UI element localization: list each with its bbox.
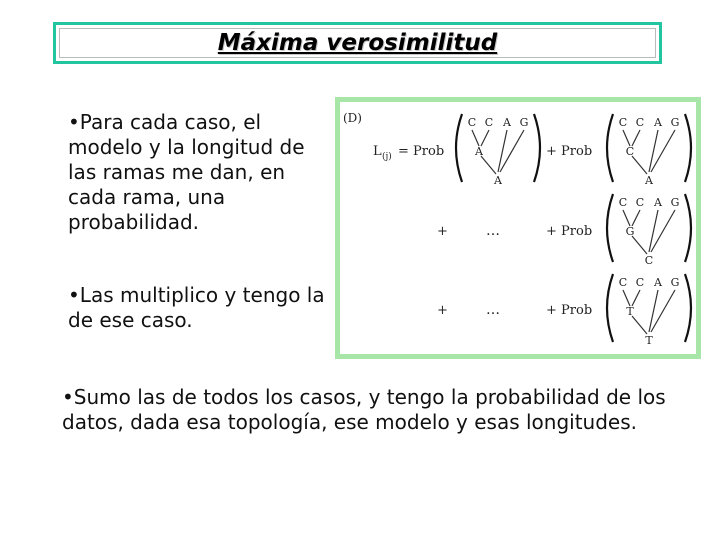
tree-4-leaf-1: C — [618, 276, 628, 289]
left-paren-3 — [607, 194, 613, 262]
likelihood-diagram — [340, 102, 696, 354]
tree-4-branch-5 — [651, 290, 675, 332]
equals-prob-label: = Prob — [398, 144, 445, 159]
tree-1-internal-node: A — [475, 145, 483, 158]
tree-2-root-node: A — [645, 174, 653, 187]
tree-1-leaf-3: A — [503, 116, 511, 129]
tree-1-branch-2 — [481, 130, 489, 146]
plus-label-3: + — [437, 303, 448, 318]
right-paren-1 — [534, 114, 540, 182]
tree-2-branch-5 — [651, 130, 675, 172]
tree-1-branch-5 — [500, 130, 524, 172]
ellipsis-3: … — [486, 302, 500, 318]
likelihood-symbol: L — [373, 144, 382, 159]
tree-4 — [607, 274, 691, 347]
tree-1-leaf-2: C — [484, 116, 494, 129]
tree-2-branch-2 — [632, 130, 640, 146]
likelihood-subscript: (j) — [382, 152, 392, 162]
ellipsis-2: … — [486, 223, 500, 239]
tree-3-internal-node: G — [625, 225, 635, 238]
bullet-branch-probability: •Para cada caso, el modelo y la longitud de las ramas me dan, en cada rama, una probabilidad. — [68, 110, 305, 234]
tree-4-root-node: T — [645, 334, 653, 347]
tree-4-internal-node: T — [626, 305, 634, 318]
tree-3-branch-1 — [623, 210, 630, 226]
tree-1-leaf-1: C — [467, 116, 477, 129]
right-paren-4 — [685, 274, 691, 342]
tree-4-branch-4 — [649, 290, 658, 332]
plus-label-2: + — [437, 224, 448, 239]
left-paren-1 — [456, 114, 462, 182]
tree-3-branch-4 — [649, 210, 658, 252]
tree-2-branch-1 — [623, 130, 630, 146]
tree-3 — [607, 194, 691, 267]
tree-1-leaf-4: G — [519, 116, 529, 129]
tree-2-internal-node: C — [625, 145, 635, 158]
tree-4-branch-3 — [632, 316, 647, 334]
tree-3-leaf-3: A — [654, 196, 662, 209]
tree-2-leaf-2: C — [635, 116, 645, 129]
tree-2 — [607, 114, 691, 187]
panel-label: (D) — [343, 111, 362, 125]
tree-2-branch-3 — [632, 156, 647, 174]
tree-2-leaf-4: G — [670, 116, 680, 129]
tree-3-leaf-1: C — [618, 196, 628, 209]
tree-3-branch-5 — [651, 210, 675, 252]
tree-1-branch-3 — [481, 156, 496, 174]
tree-4-leaf-4: G — [670, 276, 680, 289]
bullet-multiply: •Las multiplico y tengo la de ese caso. — [68, 283, 325, 332]
tree-4-leaf-2: C — [635, 276, 645, 289]
tree-1 — [456, 114, 540, 187]
bullet-sum-cases: •Sumo las de todos los casos, y tengo la probabilidad de los datos, dada esa topología, ese modelo y esas longitudes. — [62, 385, 666, 434]
plus-prob-label-3: + Prob — [546, 303, 593, 318]
tree-1-branch-4 — [498, 130, 507, 172]
tree-4-branch-2 — [632, 290, 640, 306]
tree-2-branch-4 — [649, 130, 658, 172]
plus-prob-label-2: + Prob — [546, 224, 593, 239]
tree-3-branch-2 — [632, 210, 640, 226]
tree-3-branch-3 — [632, 236, 647, 254]
slide-title-box — [53, 22, 662, 64]
left-paren-4 — [607, 274, 613, 342]
tree-1-branch-1 — [472, 130, 479, 146]
tree-1-root-node: A — [494, 174, 502, 187]
tree-4-branch-1 — [623, 290, 630, 306]
plus-prob-label-1: + Prob — [546, 144, 593, 159]
tree-3-leaf-4: G — [670, 196, 680, 209]
tree-4-leaf-3: A — [654, 276, 662, 289]
slide-title: Máxima verosimilitud — [217, 30, 498, 56]
right-paren-3 — [685, 194, 691, 262]
tree-2-leaf-1: C — [618, 116, 628, 129]
tree-2-leaf-3: A — [654, 116, 662, 129]
tree-3-root-node: C — [644, 254, 654, 267]
tree-3-leaf-2: C — [635, 196, 645, 209]
left-paren-2 — [607, 114, 613, 182]
likelihood-figure — [335, 97, 701, 359]
right-paren-2 — [685, 114, 691, 182]
